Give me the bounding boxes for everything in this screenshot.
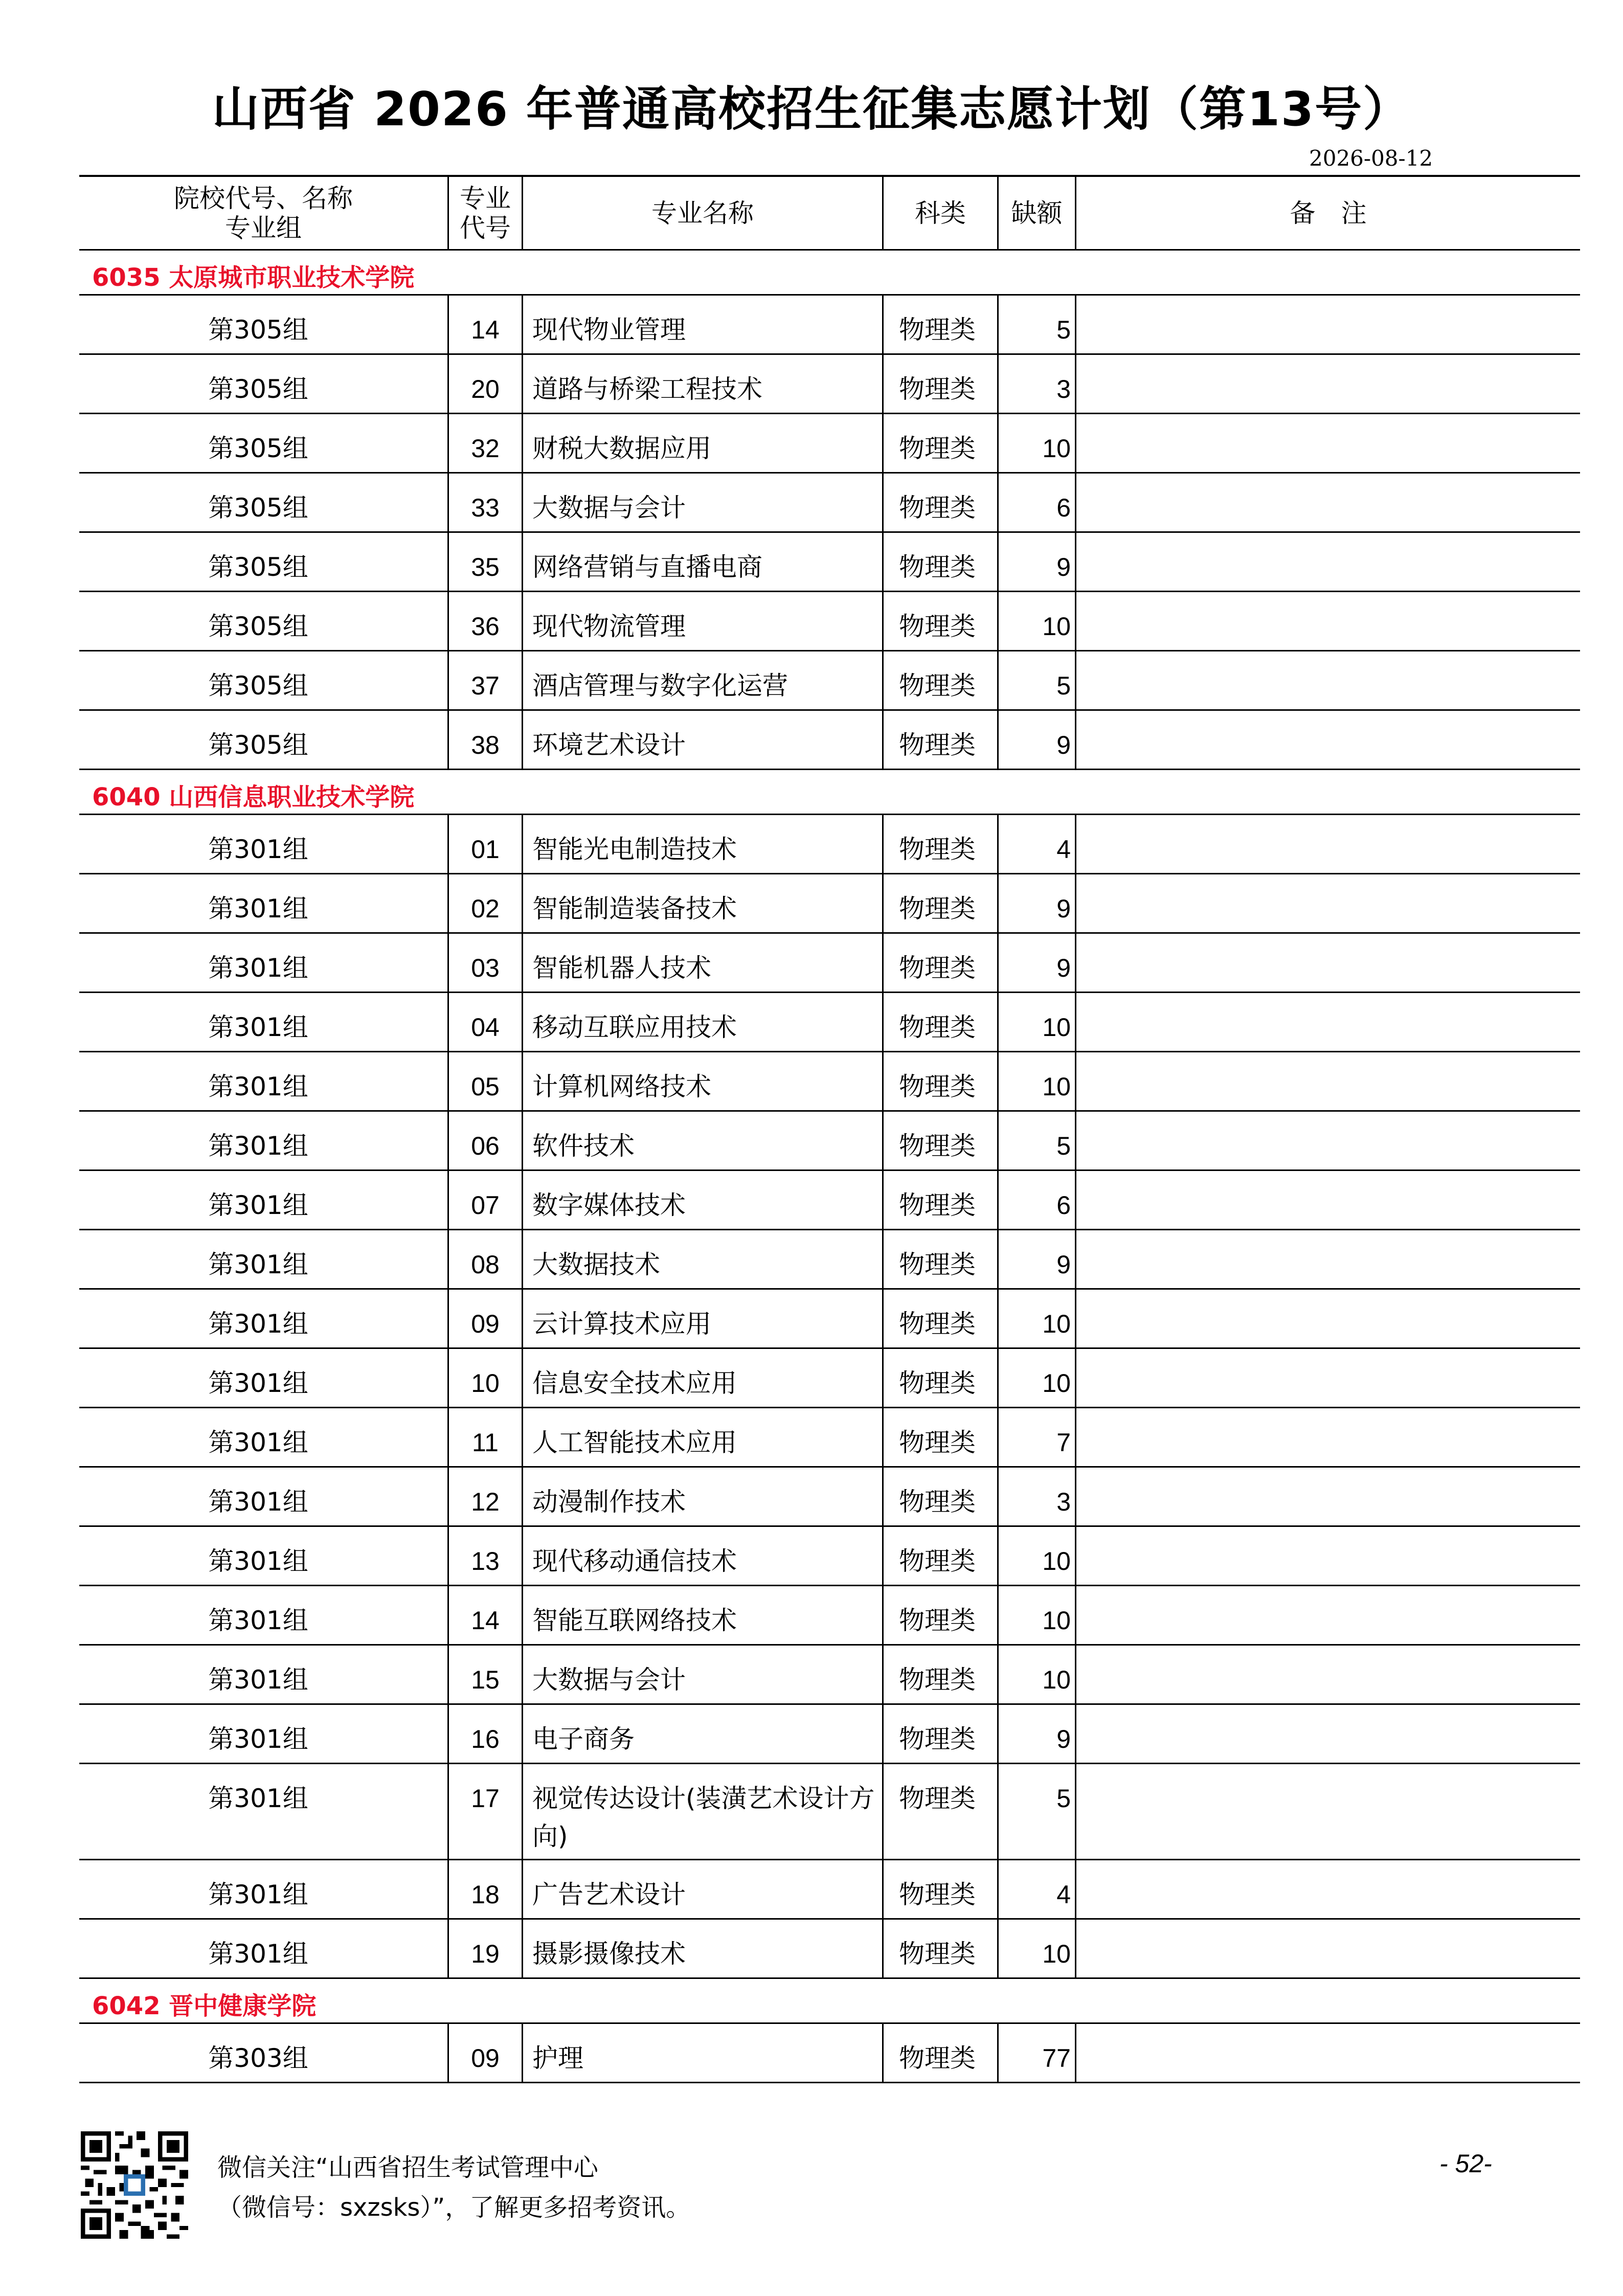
major-code-cell: 01 — [449, 815, 523, 873]
category-cell: 物理类 — [884, 874, 999, 932]
group-cell: 第301组 — [79, 1527, 449, 1585]
category-cell: 物理类 — [884, 1705, 999, 1763]
category-cell: 物理类 — [884, 1764, 999, 1859]
group-cell: 第301组 — [79, 1171, 449, 1229]
header-group: 院校代号、名称 专业组 — [79, 177, 449, 249]
plan-table — [79, 175, 1580, 2083]
table-row — [79, 1646, 1580, 1705]
category-cell: 物理类 — [884, 533, 999, 591]
major-code-cell: 06 — [449, 1112, 523, 1169]
header-name: 专业名称 — [523, 177, 884, 249]
major-code-cell: 11 — [449, 1408, 523, 1466]
quota-cell: 9 — [999, 711, 1076, 769]
note-cell — [1076, 1052, 1580, 1110]
group-cell: 第301组 — [79, 1468, 449, 1525]
major-code-cell: 09 — [449, 1290, 523, 1347]
quota-cell: 10 — [999, 993, 1076, 1051]
category-cell: 物理类 — [884, 993, 999, 1051]
major-code-cell: 32 — [449, 414, 523, 472]
major-name-cell: 环境艺术设计 — [523, 711, 884, 769]
major-code-cell: 33 — [449, 474, 523, 531]
group-cell: 第301组 — [79, 934, 449, 992]
quota-cell: 77 — [999, 2024, 1076, 2082]
document-date: 2026-08-12 — [1309, 146, 1433, 171]
note-cell — [1076, 874, 1580, 932]
quota-cell: 10 — [999, 414, 1076, 472]
section-header — [79, 770, 1580, 815]
category-cell: 物理类 — [884, 1527, 999, 1585]
quota-cell: 10 — [999, 1646, 1076, 1703]
header-note: 备 注 — [1290, 198, 1367, 228]
quota-cell: 5 — [999, 651, 1076, 709]
quota-cell: 9 — [999, 934, 1076, 992]
group-cell: 第301组 — [79, 1349, 449, 1407]
quota-cell: 7 — [999, 1408, 1076, 1466]
category-cell: 物理类 — [884, 1230, 999, 1288]
group-cell: 第301组 — [79, 1112, 449, 1169]
note-cell — [1076, 1527, 1580, 1585]
quota-cell: 10 — [999, 1052, 1076, 1110]
quota-cell: 10 — [999, 1290, 1076, 1347]
major-code-cell: 16 — [449, 1705, 523, 1763]
table-row — [79, 1112, 1580, 1171]
group-cell: 第301组 — [79, 1408, 449, 1466]
note-cell — [1076, 1646, 1580, 1703]
header-category: 科类 — [884, 177, 999, 249]
page-number: - 52- — [1439, 2149, 1492, 2178]
major-code-cell: 14 — [449, 296, 523, 353]
note-cell — [1076, 1290, 1580, 1347]
group-cell: 第305组 — [79, 474, 449, 531]
qr-code-image — [81, 2131, 188, 2239]
section-header — [79, 251, 1580, 296]
quota-cell: 9 — [999, 1705, 1076, 1763]
category-cell: 物理类 — [884, 1586, 999, 1644]
note-cell — [1076, 1112, 1580, 1169]
section-header — [79, 1979, 1580, 2024]
category-cell: 物理类 — [884, 592, 999, 650]
quota-cell: 5 — [999, 1112, 1076, 1169]
note-cell — [1076, 592, 1580, 650]
table-row — [79, 993, 1580, 1052]
group-cell: 第305组 — [79, 711, 449, 769]
table-row — [79, 1468, 1580, 1527]
quota-cell: 9 — [999, 533, 1076, 591]
quota-cell: 6 — [999, 474, 1076, 531]
major-name-cell: 财税大数据应用 — [523, 414, 884, 472]
category-cell: 物理类 — [884, 474, 999, 531]
quota-cell: 9 — [999, 874, 1076, 932]
group-cell: 第301组 — [79, 1052, 449, 1110]
major-code-cell: 17 — [449, 1764, 523, 1859]
major-name-cell: 现代物业管理 — [523, 296, 884, 353]
note-cell — [1076, 1171, 1580, 1229]
major-code-cell: 19 — [449, 1920, 523, 1977]
group-cell: 第305组 — [79, 414, 449, 472]
major-code-cell: 12 — [449, 1468, 523, 1525]
note-cell — [1076, 1860, 1580, 1918]
quota-cell: 4 — [999, 1860, 1076, 1918]
table-row — [79, 533, 1580, 592]
institution-label: 6040 山西信息职业技术学院 — [92, 783, 415, 812]
major-code-cell: 14 — [449, 1586, 523, 1644]
major-name-cell: 软件技术 — [523, 1112, 884, 1169]
table-row — [79, 592, 1580, 651]
category-cell: 物理类 — [884, 934, 999, 992]
table-row — [79, 1408, 1580, 1468]
quota-cell: 5 — [999, 296, 1076, 353]
major-code-cell: 10 — [449, 1349, 523, 1407]
major-name-cell: 动漫制作技术 — [523, 1468, 884, 1525]
footer-wechat-line2: （微信号：sxzsks）”，了解更多招考资讯。 — [217, 2193, 691, 2222]
table-row — [79, 1527, 1580, 1586]
note-cell — [1076, 711, 1580, 769]
institution-label: 6035 太原城市职业技术学院 — [92, 263, 415, 292]
note-cell — [1076, 533, 1580, 591]
category-cell: 物理类 — [884, 1349, 999, 1407]
header-code: 专业 代号 — [449, 177, 523, 249]
group-cell: 第301组 — [79, 1586, 449, 1644]
group-cell: 第301组 — [79, 874, 449, 932]
category-cell: 物理类 — [884, 1408, 999, 1466]
table-row — [79, 474, 1580, 533]
major-code-cell: 07 — [449, 1171, 523, 1229]
major-name-cell: 现代移动通信技术 — [523, 1527, 884, 1585]
major-code-cell: 35 — [449, 533, 523, 591]
quota-cell: 10 — [999, 592, 1076, 650]
major-code-cell: 18 — [449, 1860, 523, 1918]
quota-cell: 9 — [999, 1230, 1076, 1288]
major-name-cell: 道路与桥梁工程技术 — [523, 355, 884, 413]
quota-cell: 10 — [999, 1920, 1076, 1977]
note-cell — [1076, 993, 1580, 1051]
group-cell: 第305组 — [79, 592, 449, 650]
major-name-cell: 信息安全技术应用 — [523, 1349, 884, 1407]
major-name-cell: 现代物流管理 — [523, 592, 884, 650]
major-name-cell: 视觉传达设计(装潢艺术设计方向) — [523, 1764, 884, 1859]
category-cell: 物理类 — [884, 1290, 999, 1347]
major-code-cell: 03 — [449, 934, 523, 992]
note-cell — [1076, 414, 1580, 472]
quota-cell: 4 — [999, 815, 1076, 873]
table-row — [79, 711, 1580, 770]
table-row — [79, 651, 1580, 711]
major-name-cell: 摄影摄像技术 — [523, 1920, 884, 1977]
major-code-cell: 04 — [449, 993, 523, 1051]
major-name-cell: 智能机器人技术 — [523, 934, 884, 992]
table-row — [79, 1171, 1580, 1230]
category-cell: 物理类 — [884, 1052, 999, 1110]
group-cell: 第301组 — [79, 1290, 449, 1347]
category-cell: 物理类 — [884, 1112, 999, 1169]
quota-cell: 10 — [999, 1349, 1076, 1407]
group-cell: 第305组 — [79, 533, 449, 591]
category-cell: 物理类 — [884, 651, 999, 709]
table-row — [79, 934, 1580, 993]
document-title: 山西省 2026 年普通高校招生征集志愿计划（第13号） — [212, 82, 1411, 137]
table-row — [79, 1860, 1580, 1920]
group-cell: 第301组 — [79, 1646, 449, 1703]
major-code-cell: 08 — [449, 1230, 523, 1288]
major-code-cell: 02 — [449, 874, 523, 932]
group-cell: 第301组 — [79, 1860, 449, 1918]
major-name-cell: 计算机网络技术 — [523, 1052, 884, 1110]
note-cell — [1076, 934, 1580, 992]
group-cell: 第305组 — [79, 651, 449, 709]
category-cell: 物理类 — [884, 1171, 999, 1229]
category-cell: 物理类 — [884, 815, 999, 873]
footer-wechat-line1: 微信关注“山西省招生考试管理中心 — [217, 2153, 598, 2182]
note-cell — [1076, 355, 1580, 413]
major-name-cell: 移动互联应用技术 — [523, 993, 884, 1051]
category-cell: 物理类 — [884, 355, 999, 413]
group-cell: 第301组 — [79, 1230, 449, 1288]
table-row — [79, 1052, 1580, 1112]
quota-cell: 5 — [999, 1764, 1076, 1859]
quota-cell: 10 — [999, 1586, 1076, 1644]
table-row — [79, 414, 1580, 474]
category-cell: 物理类 — [884, 1860, 999, 1918]
note-cell — [1076, 296, 1580, 353]
quota-cell: 6 — [999, 1171, 1076, 1229]
note-cell — [1076, 2024, 1580, 2082]
table-row — [79, 2024, 1580, 2083]
major-code-cell: 38 — [449, 711, 523, 769]
major-name-cell: 网络营销与直播电商 — [523, 533, 884, 591]
major-name-cell: 智能光电制造技术 — [523, 815, 884, 873]
group-cell: 第301组 — [79, 1705, 449, 1763]
group-cell: 第301组 — [79, 1920, 449, 1977]
major-name-cell: 大数据技术 — [523, 1230, 884, 1288]
major-name-cell: 广告艺术设计 — [523, 1860, 884, 1918]
table-row — [79, 1586, 1580, 1646]
group-cell: 第301组 — [79, 815, 449, 873]
major-code-cell: 36 — [449, 592, 523, 650]
header-quota: 缺额 — [999, 177, 1076, 249]
note-cell — [1076, 1349, 1580, 1407]
table-row — [79, 1349, 1580, 1408]
group-cell: 第301组 — [79, 1764, 449, 1859]
major-code-cell: 20 — [449, 355, 523, 413]
major-name-cell: 智能制造装备技术 — [523, 874, 884, 932]
major-name-cell: 大数据与会计 — [523, 1646, 884, 1703]
group-cell: 第305组 — [79, 296, 449, 353]
quota-cell: 10 — [999, 1527, 1076, 1585]
major-name-cell: 智能互联网络技术 — [523, 1586, 884, 1644]
note-cell — [1076, 1468, 1580, 1525]
table-row — [79, 874, 1580, 934]
note-cell — [1076, 815, 1580, 873]
major-code-cell: 15 — [449, 1646, 523, 1703]
institution-label: 6042 晋中健康学院 — [92, 1992, 317, 2020]
note-cell — [1076, 1586, 1580, 1644]
table-row — [79, 815, 1580, 874]
category-cell: 物理类 — [884, 1920, 999, 1977]
major-name-cell: 酒店管理与数字化运营 — [523, 651, 884, 709]
group-cell: 第305组 — [79, 355, 449, 413]
category-cell: 物理类 — [884, 2024, 999, 2082]
quota-cell: 3 — [999, 1468, 1076, 1525]
table-row — [79, 355, 1580, 414]
table-row — [79, 1920, 1580, 1979]
major-code-cell: 09 — [449, 2024, 523, 2082]
table-row — [79, 1230, 1580, 1290]
note-cell — [1076, 1408, 1580, 1466]
note-cell — [1076, 1230, 1580, 1288]
note-cell — [1076, 474, 1580, 531]
note-cell — [1076, 1764, 1580, 1859]
category-cell: 物理类 — [884, 1468, 999, 1525]
category-cell: 物理类 — [884, 296, 999, 353]
major-name-cell: 大数据与会计 — [523, 474, 884, 531]
note-cell — [1076, 1705, 1580, 1763]
major-code-cell: 13 — [449, 1527, 523, 1585]
major-code-cell: 05 — [449, 1052, 523, 1110]
major-name-cell: 护理 — [523, 2024, 884, 2082]
category-cell: 物理类 — [884, 414, 999, 472]
table-body — [79, 251, 1580, 2083]
category-cell: 物理类 — [884, 1646, 999, 1703]
major-name-cell: 人工智能技术应用 — [523, 1408, 884, 1466]
table-row — [79, 296, 1580, 355]
note-cell — [1076, 651, 1580, 709]
major-code-cell: 37 — [449, 651, 523, 709]
major-name-cell: 云计算技术应用 — [523, 1290, 884, 1347]
note-cell — [1076, 1920, 1580, 1977]
table-header — [79, 175, 1580, 251]
table-row — [79, 1290, 1580, 1349]
group-cell: 第303组 — [79, 2024, 449, 2082]
major-name-cell: 电子商务 — [523, 1705, 884, 1763]
quota-cell: 3 — [999, 355, 1076, 413]
category-cell: 物理类 — [884, 711, 999, 769]
major-name-cell: 数字媒体技术 — [523, 1171, 884, 1229]
group-cell: 第301组 — [79, 993, 449, 1051]
table-row — [79, 1705, 1580, 1764]
table-row — [79, 1764, 1580, 1860]
